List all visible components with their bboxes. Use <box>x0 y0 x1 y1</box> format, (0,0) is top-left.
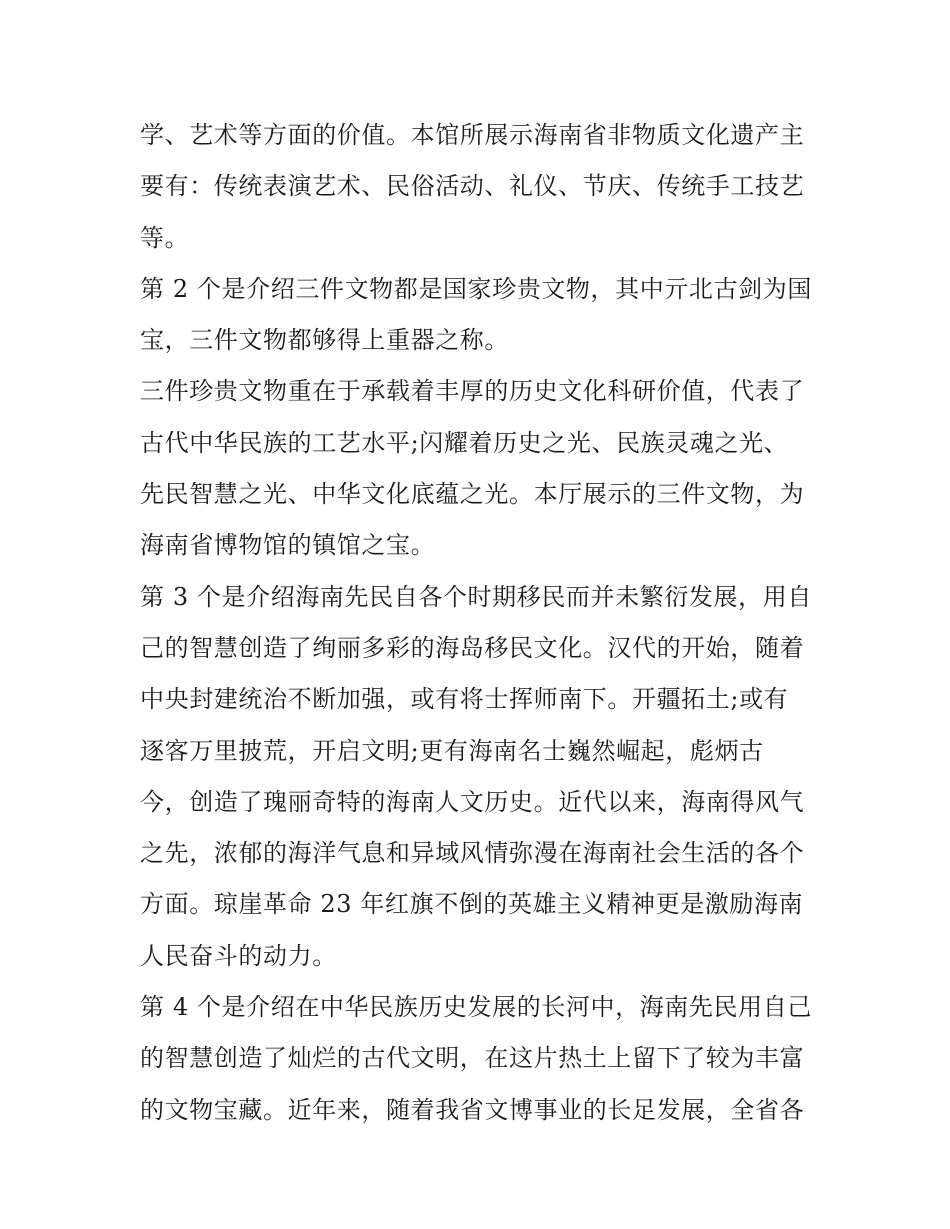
text-line: 中央封建统治不断加强，或有将士挥师南下。开疆拓土;或有 <box>140 685 789 714</box>
text-line: 海南省博物馆的镇馆之宝。 <box>140 531 436 560</box>
text-line: 逐客万里披荒，开启文明;更有海南名士巍然崛起，彪炳古 <box>140 736 764 765</box>
text-line: 古代中华民族的工艺水平;闪耀着历史之光、民族灵魂之光、 <box>140 428 789 457</box>
body-text <box>140 110 820 1136</box>
text-line: 人民奋斗的动力。 <box>140 941 337 970</box>
text-line: 三件珍贵文物重在于承载着丰厚的历史文化科研价值，代表了 <box>140 377 805 406</box>
text-line: 第 2 个是介绍三件文物都是国家珍贵文物，其中亓北古剑为国 <box>140 274 812 303</box>
text-line: 方面。琼崖革命 23 年红旗不倒的英雄主义精神更是激励海南 <box>140 890 804 919</box>
text-line: 第 3 个是介绍海南先民自各个时期移民而并未繁衍发展，用自 <box>140 582 812 611</box>
text-line: 的智慧创造了灿烂的古代文明，在这片热土上留下了较为丰富 <box>140 1044 805 1073</box>
text-line: 要有：传统表演艺术、民俗活动、礼仪、节庆、传统手工技艺 <box>140 172 805 201</box>
text-line: 之先，浓郁的海洋气息和异域风情弥漫在海南社会生活的各个 <box>140 839 805 868</box>
text-line: 今，创造了瑰丽奇特的海南人文历史。近代以来，海南得风气 <box>140 787 805 816</box>
text-line: 第 4 个是介绍在中华民族历史发展的长河中，海南先民用自己 <box>140 993 812 1022</box>
text-line: 己的智慧创造了绚丽多彩的海岛移民文化。汉代的开始，随着 <box>140 633 805 662</box>
text-line: 先民智慧之光、中华文化底蕴之光。本厅展示的三件文物，为 <box>140 480 805 509</box>
text-line: 的文物宝藏。近年来，随着我省文博事业的长足发展，全省各 <box>140 1095 805 1124</box>
text-line: 等。 <box>140 223 190 252</box>
text-line: 宝，三件文物都够得上重器之称。 <box>140 326 509 355</box>
text-line: 学、艺术等方面的价值。本馆所展示海南省非物质文化遗产主 <box>140 121 805 149</box>
